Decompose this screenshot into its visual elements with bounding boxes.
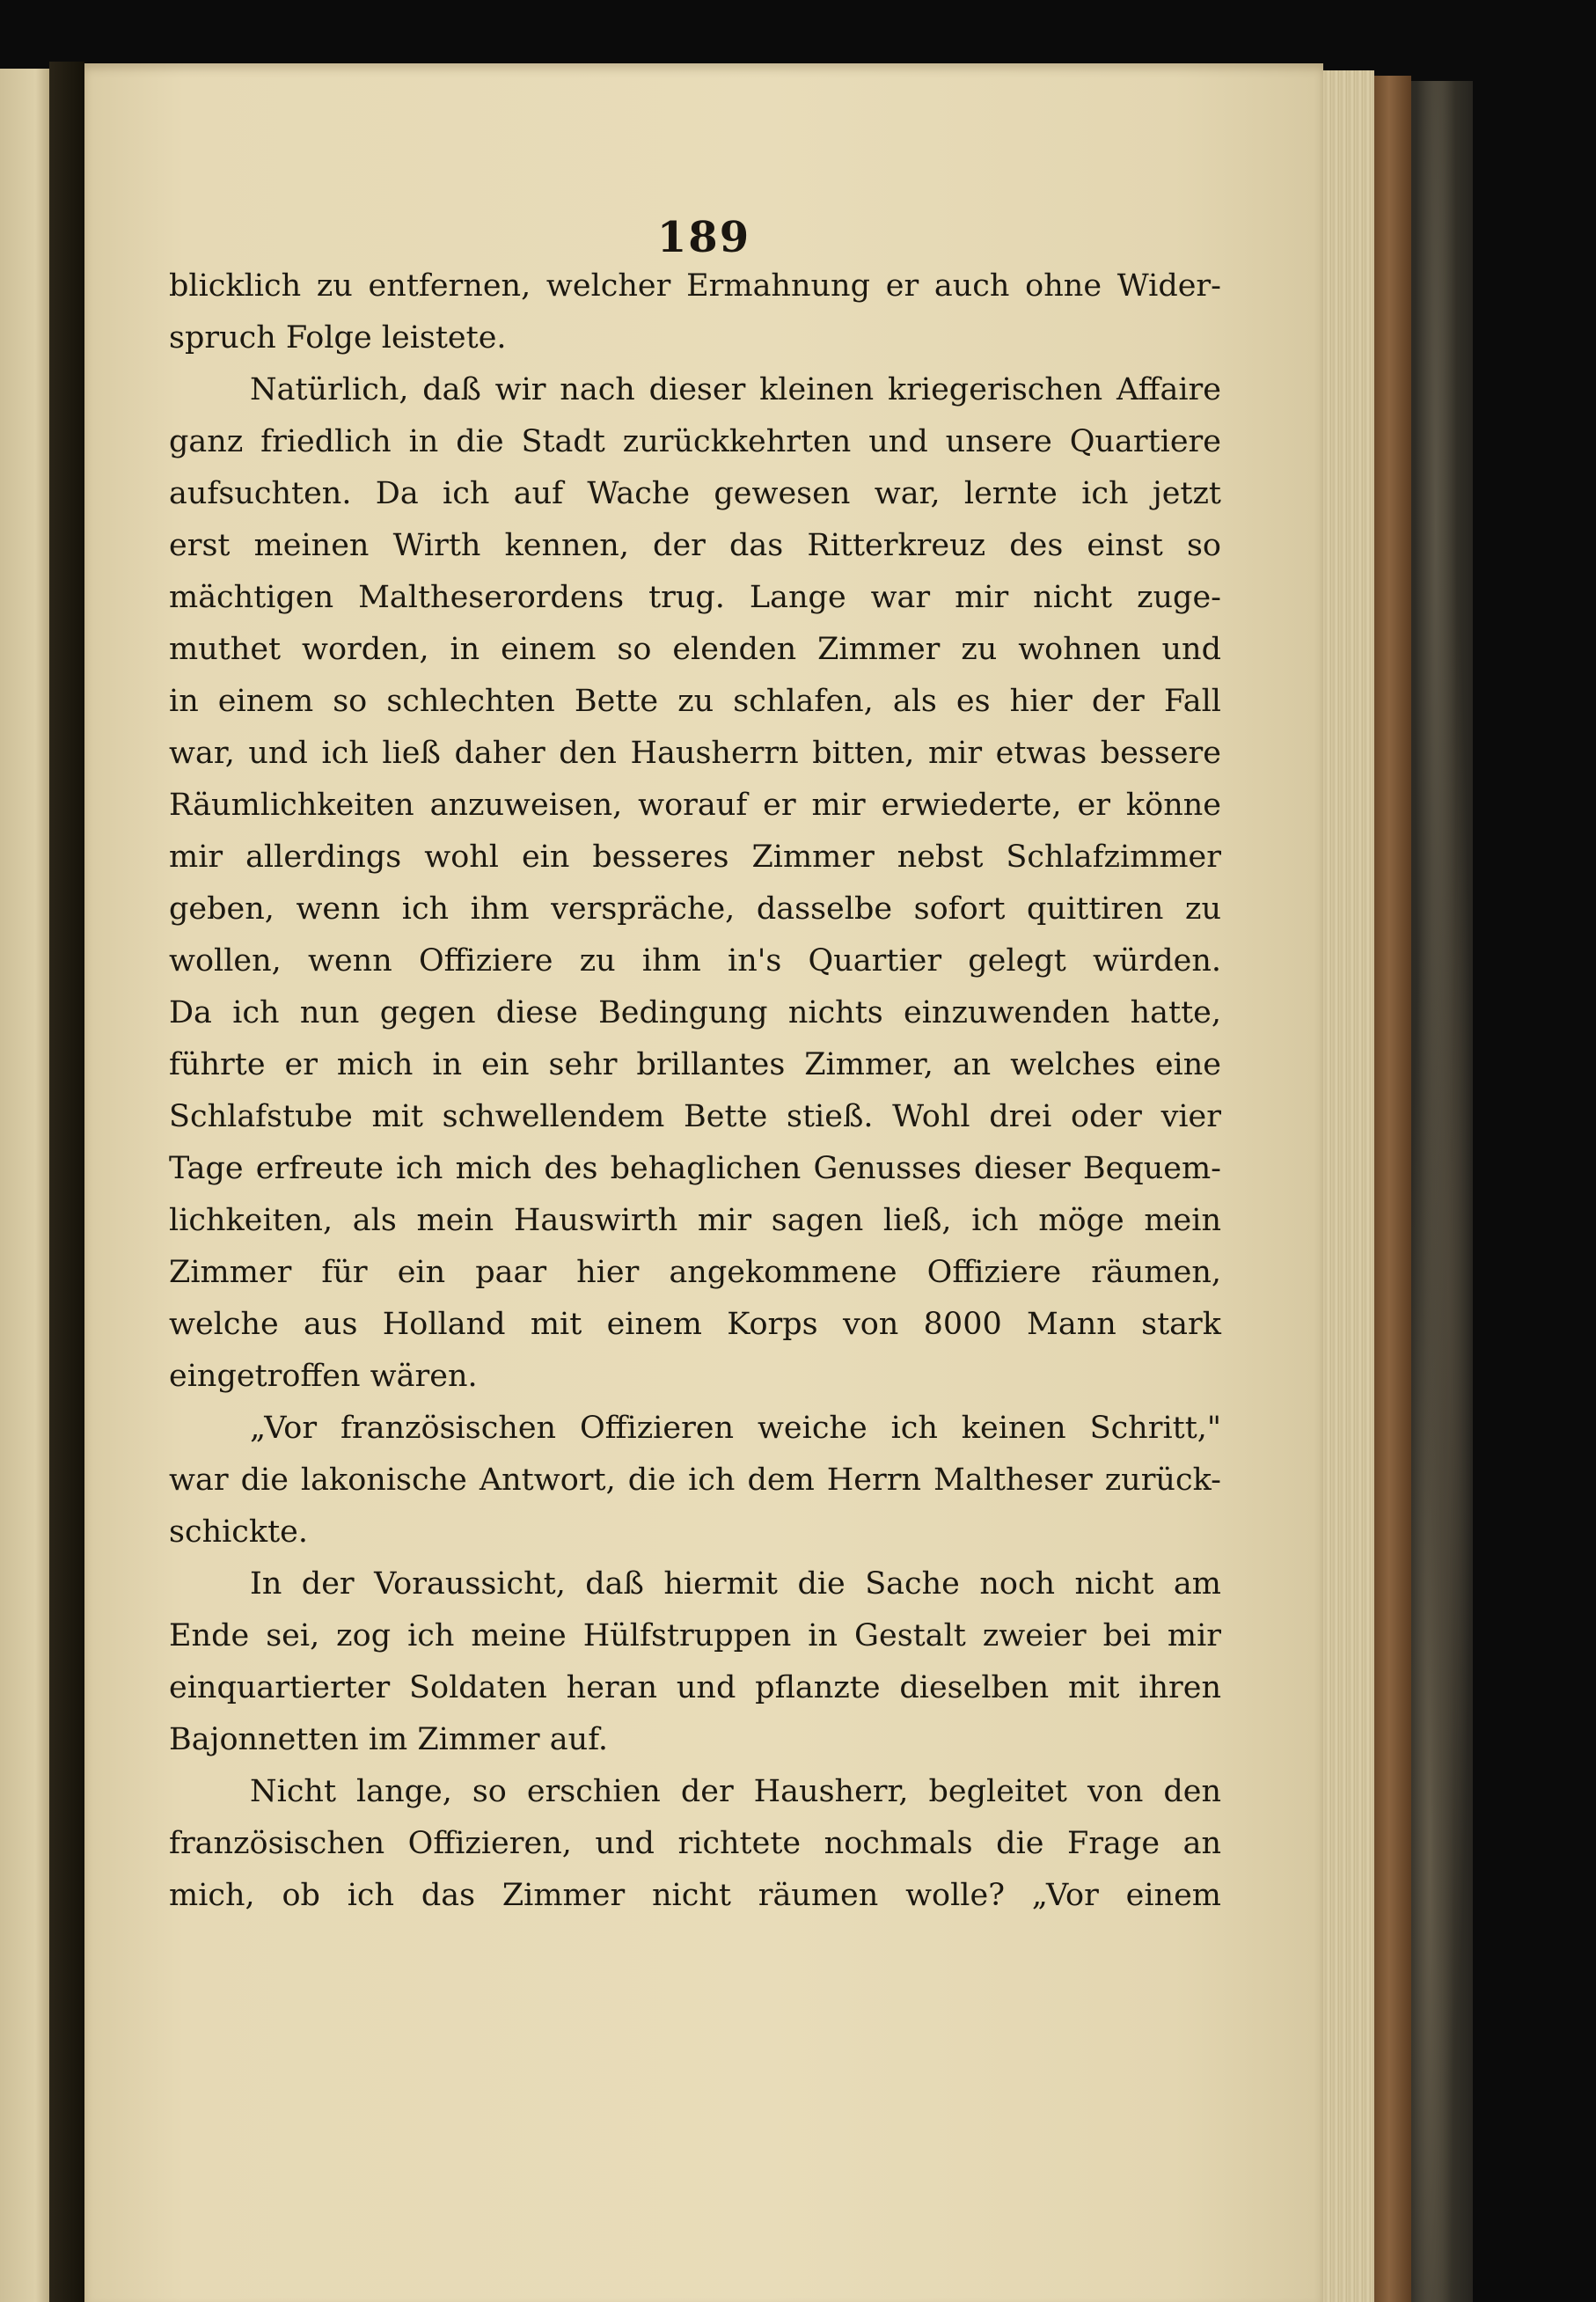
text-line: Tage erfreute ich mich des behaglichen Genusses dieser Bequem- [169,1151,1221,1186]
text-line: führte er mich in ein sehr brillantes Zimmer, an welches eine [169,1047,1221,1082]
text-line: muthet worden, in einem so elenden Zimmer zu wohnen und [169,632,1221,667]
text-line: aufsuchten. Da ich auf Wache gewesen war, lernte ich jetzt [169,476,1221,511]
book-page [84,63,1323,2302]
marbled-cover [1411,81,1473,2302]
text-line: welche aus Holland mit einem Korps von 8000 Mann stark [169,1307,1221,1342]
text-line: war die lakonische Antwort, die ich dem Herrn Maltheser zurück- [169,1463,1221,1498]
text-line: lichkeiten, als mein Hauswirth mir sagen ließ, ich möge mein [169,1203,1221,1238]
text-line: Da ich nun gegen diese Bedingung nichts einzuwenden hatte, [169,995,1221,1030]
body-text [169,260,1221,1922]
page-number: 189 [656,213,751,262]
text-line: wollen, wenn Offiziere zu ihm in's Quartier gelegt würden. [169,943,1221,979]
page-stack-edges [1323,70,1374,2302]
text-line: mir allerdings wohl ein besseres Zimmer nebst Schlafzimmer [169,839,1221,875]
text-line: Ende sei, zog ich meine Hülfstruppen in Gestalt zweier bei mir [169,1618,1221,1653]
text-line: In der Voraussicht, daß hiermit die Sache noch nicht am [250,1566,1221,1602]
book-gutter [49,62,84,2302]
text-line: Nicht lange, so erschien der Hausherr, begleitet von den [250,1774,1221,1809]
text-line: erst meinen Wirth kennen, der das Ritterkreuz des einst so [169,528,1221,563]
cover-board [1374,76,1411,2302]
text-line: in einem so schlechten Bette zu schlafen, als es hier der Fall [169,684,1221,719]
text-line: einquartierter Soldaten heran und pflanzte dieselben mit ihren [169,1670,1221,1705]
text-line: „Vor französischen Offizieren weiche ich keinen Schritt," [250,1411,1221,1446]
text-line: eingetroffen wären. [169,1359,478,1394]
text-line: schickte. [169,1514,309,1550]
text-line: blicklich zu entfernen, welcher Ermahnung er auch ohne Wider- [169,268,1221,304]
text-line: ganz friedlich in die Stadt zurückkehrten und unsere Quartiere [169,424,1221,459]
text-line: spruch Folge leistete. [169,320,507,356]
text-line: geben, wenn ich ihm verspräche, dasselbe sofort quittiren zu [169,891,1221,927]
text-line: Bajonnetten im Zimmer auf. [169,1722,609,1757]
text-line: mächtigen Maltheserordens trug. Lange war mir nicht zuge- [169,580,1221,615]
text-line: war, und ich ließ daher den Hausherrn bitten, mir etwas bessere [169,736,1221,771]
text-line: mich, ob ich das Zimmer nicht räumen wolle? „Vor einem [169,1878,1221,1913]
text-line: Zimmer für ein paar hier angekommene Offiziere räumen, [169,1255,1221,1290]
text-line: Schlafstube mit schwellendem Bette stieß. Wohl drei oder vier [169,1099,1221,1134]
text-line: Räumlichkeiten anzuweisen, worauf er mir erwiederte, er könne [169,788,1221,823]
facing-page-edge [0,69,51,2302]
text-line: Natürlich, daß wir nach dieser kleinen kriegerischen Affaire [250,372,1221,407]
text-line: französischen Offizieren, und richtete nochmals die Frage an [169,1826,1221,1861]
